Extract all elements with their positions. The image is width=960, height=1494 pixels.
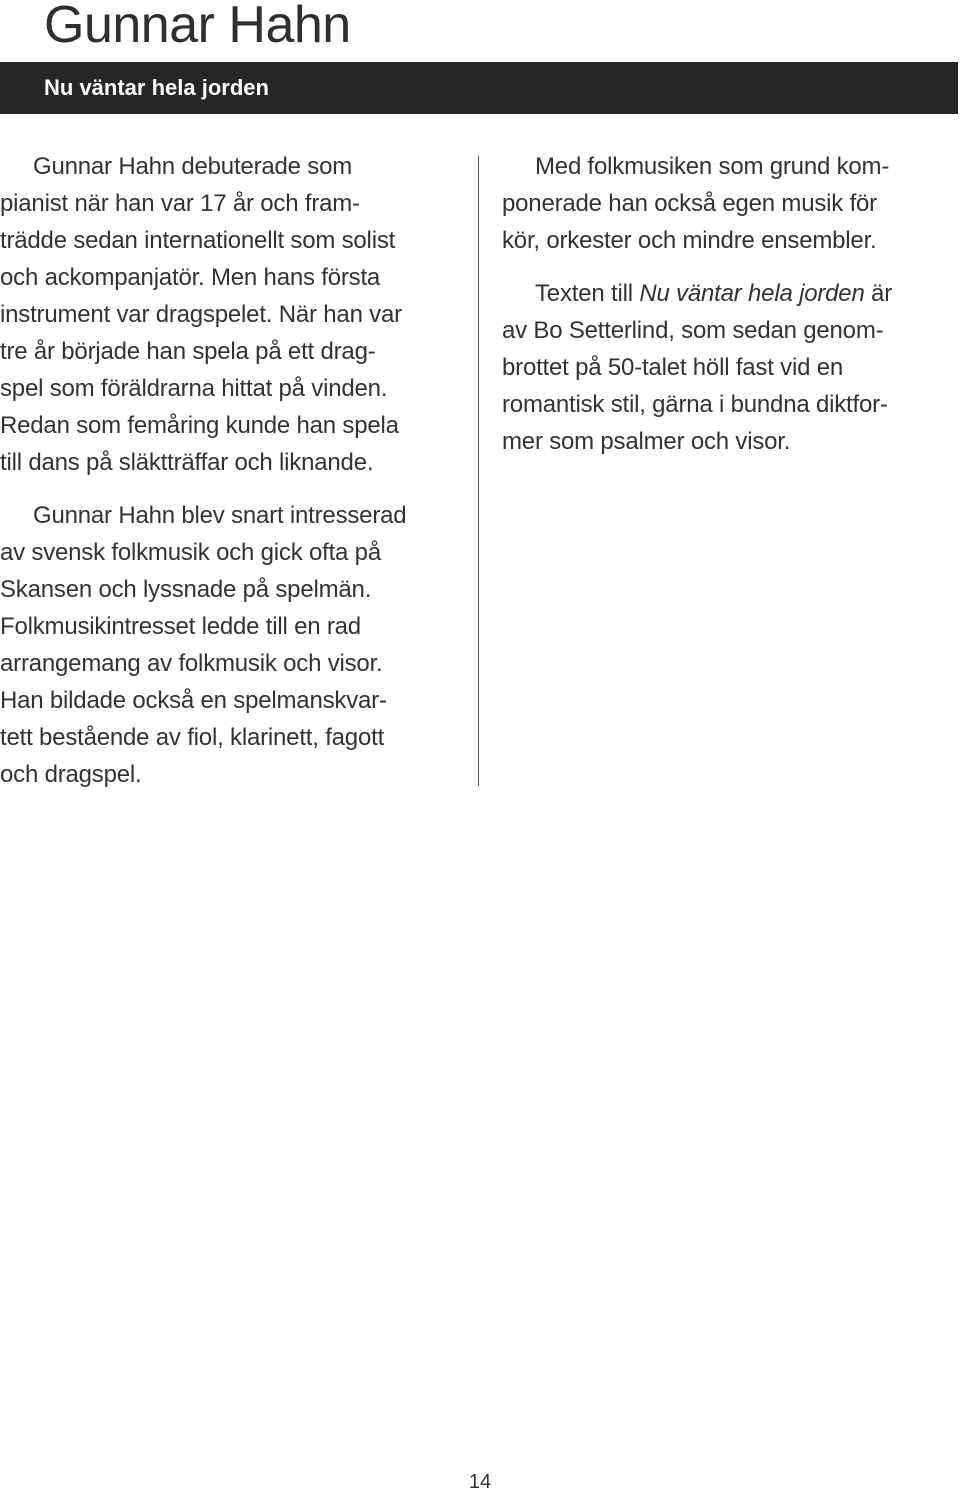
- text-line: Redan som femåring kunde han spela: [0, 412, 399, 439]
- right-column: [502, 148, 952, 476]
- paragraph-compositions: [502, 148, 952, 259]
- text-line: arrangemang av folkmusik och visor.: [0, 650, 383, 677]
- text-line: Folkmusikintresset ledde till en rad: [0, 613, 361, 640]
- text-line: Gunnar Hahn debuterade som: [33, 153, 353, 180]
- text-line: brottet på 50-talet höll fast vid en: [502, 354, 844, 381]
- text-fragment: Texten till: [535, 280, 640, 307]
- text-line: tett bestående av fiol, klarinett, fagott: [0, 724, 385, 751]
- text-line: kör, orkester och mindre ensembler.: [502, 227, 877, 254]
- section-title: Nu väntar hela jorden: [44, 75, 269, 100]
- text-line: Han bildade också en spelmanskvar-: [0, 687, 387, 714]
- text-line: och dragspel.: [0, 761, 142, 788]
- text-line: av svensk folkmusik och gick ofta på: [0, 539, 381, 566]
- text-line: Skansen och lyssnade på spelmän.: [0, 576, 372, 603]
- text-line: till dans på släktträffar och liknande.: [0, 449, 374, 476]
- column-divider: [478, 156, 479, 786]
- text-line: av Bo Setterlind, som sedan genom-: [502, 317, 884, 344]
- text-line: pianist när han var 17 år och fram-: [0, 190, 360, 217]
- text-line: mer som psalmer och visor.: [502, 428, 791, 455]
- text-line: Gunnar Hahn blev snart intresserad: [33, 502, 407, 529]
- left-column: [0, 148, 462, 809]
- paragraph-debut: [0, 148, 462, 481]
- paragraph-folk-music: [0, 497, 462, 793]
- song-title-italic: Nu väntar hela jorden: [639, 280, 865, 307]
- text-line: tre år började han spela på ett drag-: [0, 338, 376, 365]
- text-line: romantisk stil, gärna i bundna diktfor-: [502, 391, 888, 418]
- text-line: [502, 275, 952, 312]
- text-fragment: är: [864, 280, 893, 307]
- text-line: trädde sedan internationellt som solist: [0, 227, 396, 254]
- text-line: ponerade han också egen musik för: [502, 190, 877, 217]
- text-line: spel som föräldrarna hittat på vinden.: [0, 375, 388, 402]
- page-number: 14: [468, 1471, 492, 1493]
- page-title: Gunnar Hahn: [44, 0, 351, 54]
- paragraph-lyrics: [502, 275, 952, 460]
- text-line: och ackompanjatör. Men hans första: [0, 264, 381, 291]
- text-line: Med folkmusiken som grund kom-: [535, 153, 890, 180]
- section-header-bar: [0, 62, 958, 114]
- text-line: instrument var dragspelet. När han var: [0, 301, 402, 328]
